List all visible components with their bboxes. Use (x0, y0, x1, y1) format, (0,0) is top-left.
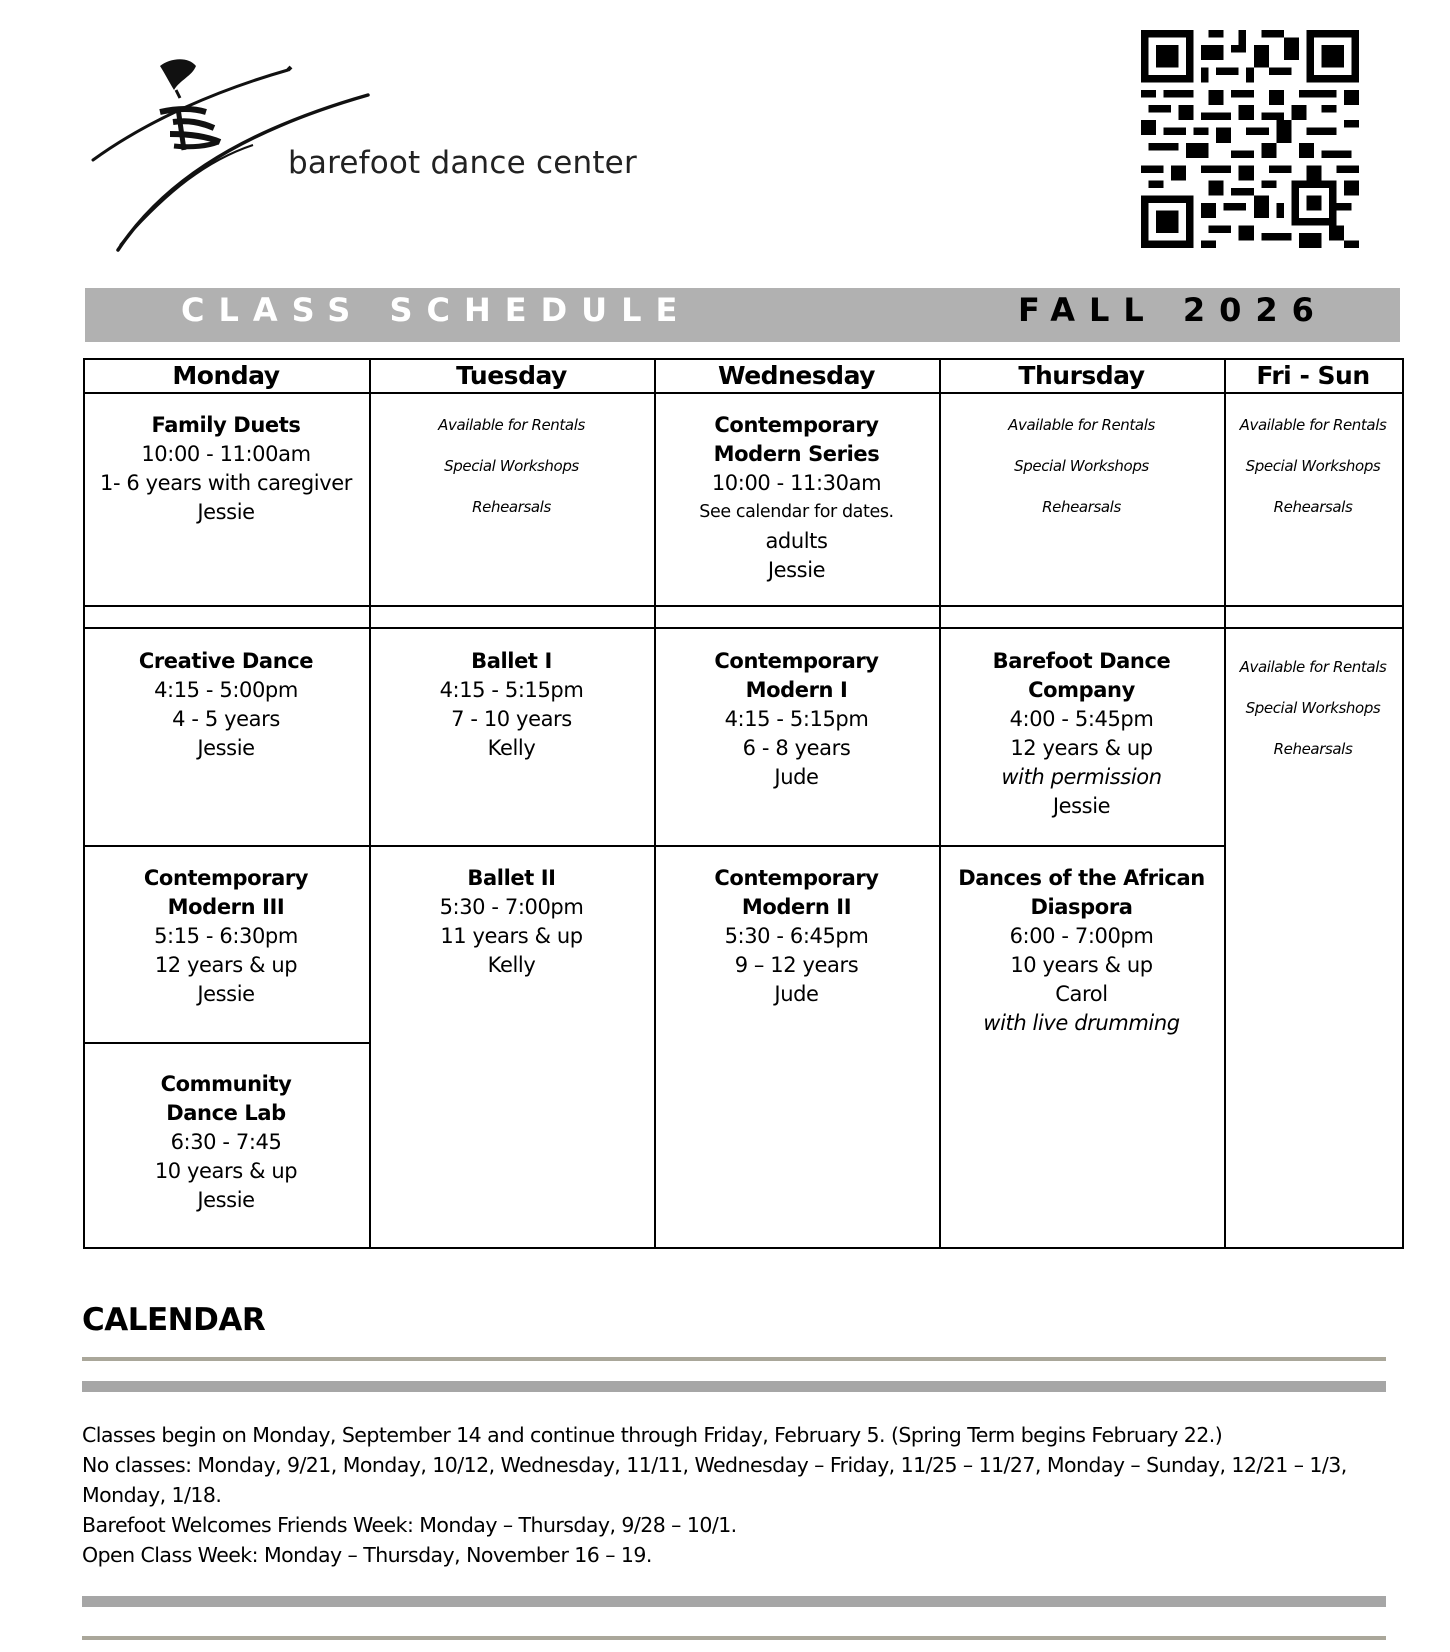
class-time: 5:30 - 7:00pm (439, 895, 584, 919)
class-name: Modern III (167, 895, 285, 919)
calendar-text (82, 1420, 1392, 1570)
class-name: Contemporary (714, 413, 879, 437)
class-name: Modern Series (713, 442, 880, 466)
class-name: Community (160, 1072, 292, 1096)
class-teacher: Jessie (1052, 794, 1111, 818)
class-note: with live drumming (983, 1011, 1180, 1035)
class-ages: 12 years & up (154, 953, 298, 977)
availability-rentals: Available for Rentals (1239, 658, 1387, 676)
class-dances-african-diaspora (939, 864, 1224, 1038)
class-note: See calendar for dates. (699, 502, 894, 522)
class-time: 10:00 - 11:30am (711, 471, 882, 495)
divider-rule (82, 1357, 1386, 1361)
divider-rule (82, 1636, 1386, 1640)
logo-text: barefoot dance center (288, 145, 637, 181)
schedule-table (83, 358, 1404, 1249)
availability-thursday (939, 414, 1224, 537)
class-name: Ballet II (467, 866, 556, 890)
banner-term: FALL 2026 (1018, 291, 1328, 329)
day-header-tuesday: Tuesday (456, 361, 567, 390)
availability-workshops: Special Workshops (1245, 457, 1381, 475)
class-ages: 9 – 12 years (734, 953, 859, 977)
class-contemporary-modern-2 (654, 864, 939, 1009)
calendar-line: Barefoot Welcomes Friends Week: Monday – Thursday, 9/28 – 10/1. (82, 1513, 737, 1537)
class-ages: 10 years & up (154, 1159, 298, 1183)
availability-fri-sun (1224, 414, 1402, 537)
availability-rehearsals: Rehearsals (1273, 498, 1353, 516)
availability-rentals: Available for Rentals (438, 416, 585, 434)
class-ballet-2 (369, 864, 654, 980)
class-name: Ballet I (471, 649, 552, 673)
day-header-thursday: Thursday (1018, 361, 1145, 390)
class-ages: 6 - 8 years (742, 736, 851, 760)
class-teacher: Jessie (197, 1188, 255, 1212)
calendar-heading: CALENDAR (82, 1302, 266, 1338)
class-ages: 10 years & up (1010, 953, 1153, 977)
class-name: Contemporary (143, 866, 309, 890)
class-teacher: Jude (774, 765, 819, 789)
class-time: 4:15 - 5:15pm (439, 678, 584, 702)
calendar-line: Classes begin on Monday, September 14 and continue through Friday, February 5. (Spring Term begins February 22.) (82, 1423, 1223, 1447)
class-ages: adults (765, 529, 828, 553)
class-name: Modern II (741, 895, 852, 919)
class-teacher: Kelly (487, 953, 536, 977)
class-name: Dances of the African (958, 866, 1205, 890)
class-time: 4:15 - 5:00pm (154, 678, 298, 702)
availability-fri-sun-evening (1224, 656, 1402, 779)
availability-rehearsals: Rehearsals (1042, 498, 1121, 516)
banner-title: CLASS SCHEDULE (181, 291, 692, 329)
class-ages: 7 - 10 years (451, 707, 572, 731)
class-ballet-1 (369, 647, 654, 763)
availability-rentals: Available for Rentals (1239, 416, 1387, 434)
class-time: 4:00 - 5:45pm (1009, 707, 1154, 731)
class-time: 4:15 - 5:15pm (724, 707, 869, 731)
class-time: 5:15 - 6:30pm (154, 924, 298, 948)
column-divider (1402, 358, 1404, 1249)
availability-workshops: Special Workshops (1014, 457, 1149, 475)
class-ages: 4 - 5 years (172, 707, 280, 731)
table-border-bottom (83, 1247, 1404, 1249)
class-teacher: Jessie (197, 500, 255, 524)
availability-rehearsals: Rehearsals (1273, 740, 1353, 758)
class-name: Barefoot Dance (992, 649, 1171, 673)
class-contemporary-modern-series (654, 411, 939, 585)
row-divider (83, 627, 1404, 629)
row-divider (83, 605, 1404, 607)
class-ages: 1- 6 years with caregiver (100, 471, 352, 495)
class-teacher: Jessie (197, 982, 255, 1006)
class-barefoot-dance-company (939, 647, 1224, 821)
row-divider (83, 1042, 369, 1044)
day-header-wednesday: Wednesday (718, 361, 875, 390)
class-name: Family Duets (151, 413, 301, 437)
class-time: 5:30 - 6:45pm (724, 924, 869, 948)
class-teacher: Carol (1055, 982, 1108, 1006)
class-name: Diaspora (1030, 895, 1133, 919)
availability-workshops: Special Workshops (1245, 699, 1381, 717)
class-teacher: Jessie (767, 558, 826, 582)
availability-workshops: Special Workshops (444, 457, 579, 475)
schedule-banner (85, 288, 1400, 342)
class-name: Creative Dance (138, 649, 314, 673)
availability-rehearsals: Rehearsals (472, 498, 551, 516)
day-header-fri-sun: Fri - Sun (1256, 361, 1370, 390)
class-note: with permission (1001, 765, 1162, 789)
class-name: Company (1028, 678, 1135, 702)
class-name: Modern I (745, 678, 848, 702)
availability-rentals: Available for Rentals (1008, 416, 1155, 434)
calendar-line: Open Class Week: Monday – Thursday, November 16 – 19. (82, 1543, 652, 1567)
class-time: 10:00 - 11:00am (141, 442, 311, 466)
day-header-monday: Monday (172, 361, 280, 390)
class-time: 6:30 - 7:45 (170, 1130, 282, 1154)
class-teacher: Jude (774, 982, 819, 1006)
class-ages: 11 years & up (440, 924, 583, 948)
barefoot-logo (88, 50, 648, 260)
class-family-duets (83, 411, 369, 527)
class-teacher: Jessie (197, 736, 255, 760)
class-name: Dance Lab (166, 1101, 286, 1125)
class-teacher: Kelly (487, 736, 536, 760)
availability-tuesday (369, 414, 654, 537)
class-time: 6:00 - 7:00pm (1009, 924, 1154, 948)
class-name: Contemporary (714, 649, 879, 673)
class-community-dance-lab (83, 1070, 369, 1215)
qr-code-icon (1141, 30, 1359, 248)
class-contemporary-modern-3 (83, 864, 369, 1009)
class-name: Contemporary (714, 866, 879, 890)
divider-rule (82, 1596, 1386, 1607)
class-ages: 12 years & up (1010, 736, 1153, 760)
calendar-line: No classes: Monday, 9/21, Monday, 10/12, Wednesday, 11/11, Wednesday – Friday, 11/25 – 11/27, Monday – Sunday, 12/21 – 1/3, Monday, 1/18. (82, 1453, 1347, 1507)
divider-rule (82, 1381, 1386, 1392)
class-contemporary-modern-1 (654, 647, 939, 792)
class-creative-dance (83, 647, 369, 763)
